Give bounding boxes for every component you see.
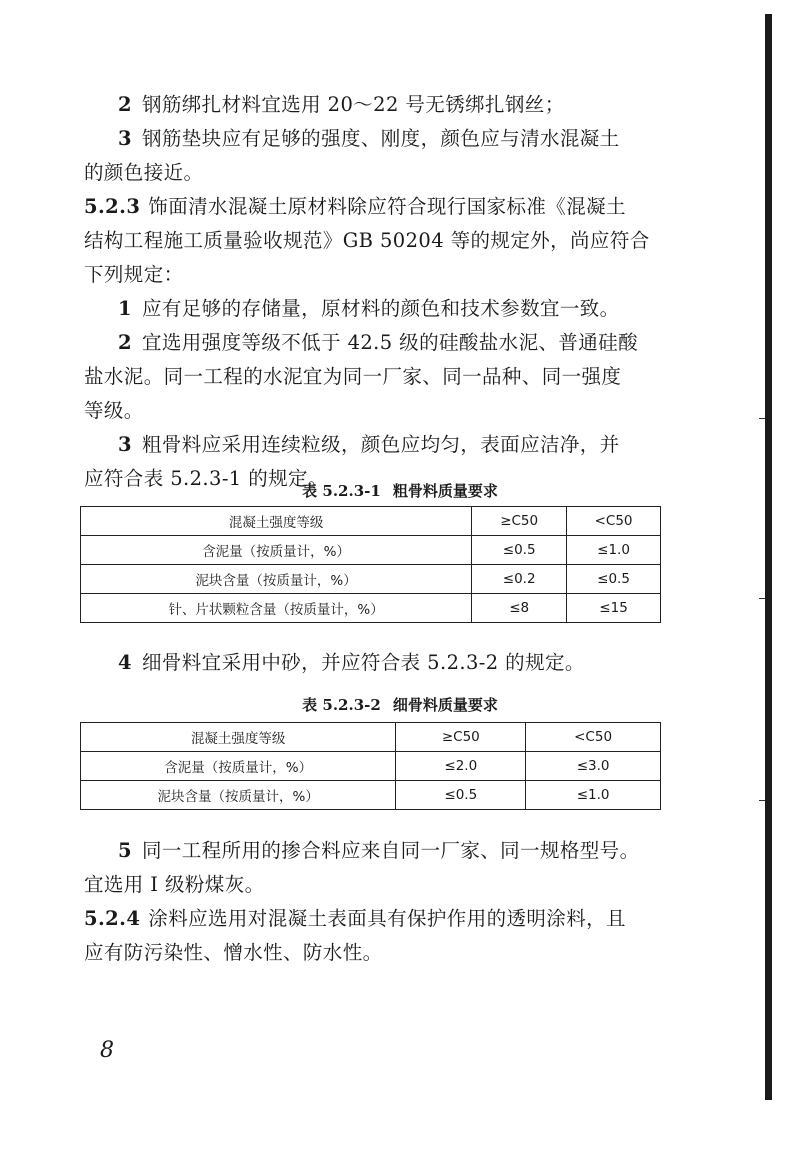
table-cell: 混凝土强度等级	[81, 723, 396, 752]
table-row	[81, 781, 661, 810]
list-item-5-admixture	[84, 834, 710, 868]
table-2-caption	[0, 694, 800, 715]
table-number: 表 5.2.3-1	[302, 482, 381, 500]
item-number: 4	[118, 651, 132, 674]
item-text-continued: 的颜色接近。	[84, 161, 204, 184]
edge-mark	[759, 598, 765, 599]
list-item-3	[84, 122, 710, 156]
clause-number: 5.2.4	[84, 907, 141, 930]
table-cell: ≤8	[472, 594, 567, 623]
item-number: 2	[118, 331, 132, 354]
table-title: 细骨料质量要求	[392, 696, 498, 714]
page-spine-edge	[765, 14, 772, 1100]
table-cell: ≥C50	[472, 507, 567, 536]
list-item-4-fine	[84, 646, 710, 680]
item-text: 宜选用强度等级不低于 42.5 级的硅酸盐水泥、普通硅酸	[141, 331, 638, 354]
table-row	[81, 723, 661, 752]
item-text-continued: 盐水泥。同一工程的水泥宜为同一厂家、同一品种、同一强度	[84, 365, 622, 388]
table-1-caption	[0, 480, 800, 501]
item-number: 1	[118, 297, 132, 320]
table-cell: <C50	[526, 723, 661, 752]
item-text-continued: 等级。	[84, 399, 144, 422]
table-row	[81, 507, 661, 536]
clause-5-2-3	[84, 190, 676, 224]
clause-text: 涂料应选用对混凝土表面具有保护作用的透明涂料，且	[148, 907, 626, 930]
table-cell: <C50	[567, 507, 661, 536]
item-text: 细骨料宜采用中砂，并应符合表 5.2.3-2 的规定。	[141, 651, 585, 674]
list-item-3-coarse	[84, 428, 710, 462]
clause-text-continued: 应有防污染性、憎水性、防水性。	[84, 941, 383, 964]
item-number: 3	[118, 433, 132, 456]
table-cell: ≤0.2	[472, 565, 567, 594]
item-number: 2	[118, 93, 132, 116]
list-item-2	[84, 88, 710, 122]
clause-text: 饰面清水混凝土原材料除应符合现行国家标准《混凝土	[148, 195, 626, 218]
table-number: 表 5.2.3-2	[302, 696, 381, 714]
item-text-continued: 应符合表 5.2.3-1 的规定。	[84, 467, 328, 490]
list-item-2-cement	[84, 326, 710, 360]
item-number: 3	[118, 127, 132, 150]
table-row	[81, 536, 661, 565]
table-cell: 含泥量（按质量计，%）	[81, 752, 396, 781]
clause-5-2-4	[84, 902, 676, 936]
page-number: 8	[100, 1038, 114, 1063]
table-cell: ≤0.5	[396, 781, 526, 810]
clause-text-continued: 下列规定：	[84, 263, 184, 286]
table-cell: ≤0.5	[472, 536, 567, 565]
item-text: 应有足够的存储量，原材料的颜色和技术参数宜一致。	[141, 297, 620, 320]
edge-mark	[759, 418, 765, 419]
table-cell: ≤1.0	[526, 781, 661, 810]
table-row	[81, 594, 661, 623]
clause-text-continued: 结构工程施工质量验收规范》GB 50204 等的规定外，尚应符合	[84, 229, 650, 252]
table-cell: ≤3.0	[526, 752, 661, 781]
table-title: 粗骨料质量要求	[392, 482, 498, 500]
fine-aggregate-table	[80, 722, 661, 810]
list-item-1	[84, 292, 710, 326]
table-cell: 混凝土强度等级	[81, 507, 472, 536]
table-row	[81, 565, 661, 594]
item-number: 5	[118, 839, 132, 862]
item-text: 同一工程所用的掺合料应来自同一厂家、同一规格型号。	[141, 839, 640, 862]
edge-mark	[759, 800, 765, 801]
table-row	[81, 752, 661, 781]
item-text: 粗骨料应采用连续粒级，颜色应均匀，表面应洁净，并	[141, 433, 620, 456]
table-cell: ≤2.0	[396, 752, 526, 781]
table-cell: 针、片状颗粒含量（按质量计，%）	[81, 594, 472, 623]
table-cell: ≥C50	[396, 723, 526, 752]
table-cell: ≤1.0	[567, 536, 661, 565]
item-text: 钢筋垫块应有足够的强度、刚度，颜色应与清水混凝土	[141, 127, 620, 150]
table-cell: ≤15	[567, 594, 661, 623]
item-text: 钢筋绑扎材料宜选用 20～22 号无锈绑扎钢丝；	[141, 93, 565, 116]
table-cell: ≤0.5	[567, 565, 661, 594]
item-text-continued: 宜选用 Ⅰ 级粉煤灰。	[84, 873, 265, 896]
table-cell: 泥块含量（按质量计，%）	[81, 781, 396, 810]
table-cell: 含泥量（按质量计，%）	[81, 536, 472, 565]
coarse-aggregate-table	[80, 506, 661, 623]
table-cell: 泥块含量（按质量计，%）	[81, 565, 472, 594]
clause-number: 5.2.3	[84, 195, 141, 218]
